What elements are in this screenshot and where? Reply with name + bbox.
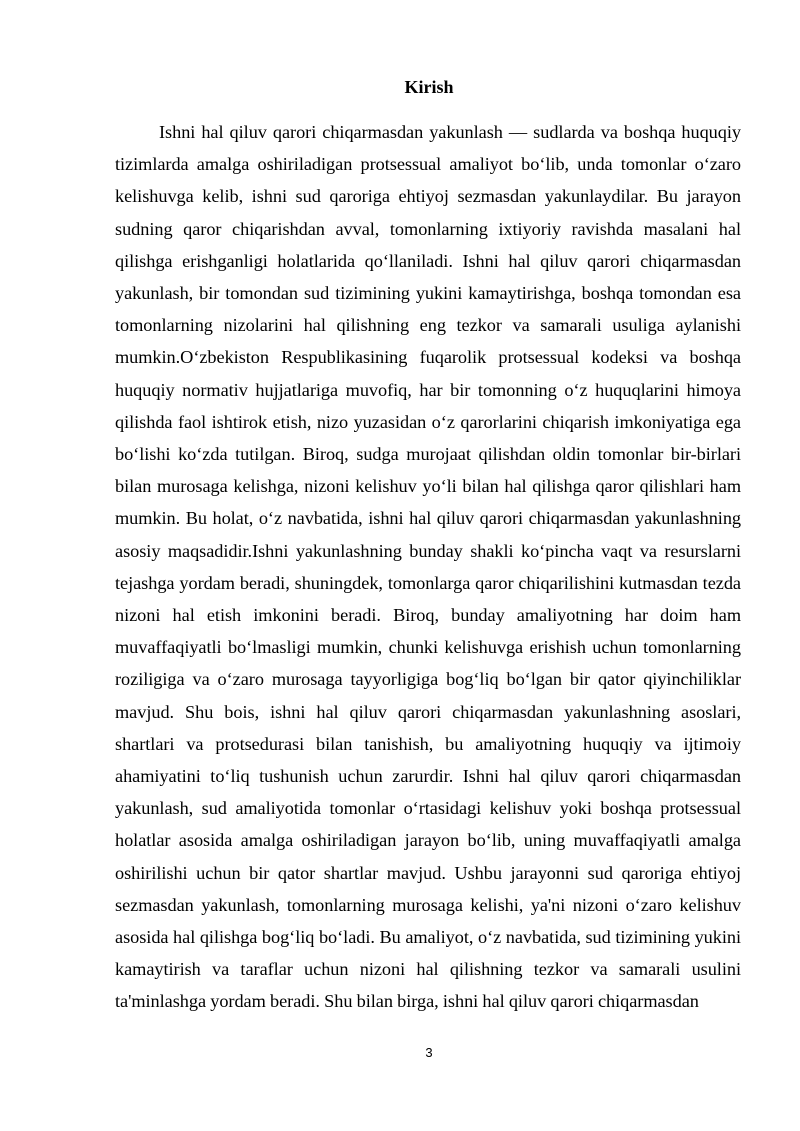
- page-title: Kirish: [404, 77, 454, 97]
- page-number: 3: [425, 1045, 433, 1060]
- body-paragraph: Ishni hal qiluv qarori chiqarmasdan yakunlash — sudlarda va boshqa huquqiy tizimlarda amalga oshiriladigan protsessual amaliyot bo‘lib, unda tomonlar o‘zaro kelishuvga kelib, ishni sud qaroriga ehtiyoj sezmasdan yakunlaydilar. Bu jarayon sudning qaror chiqarishdan avval, tomonlarning ixtiyoriy ravishda masalani hal qilishga erishganligi holatlarida qo‘llaniladi. Ishni hal qiluv qarori chiqarmasdan yakunlash, bir tomondan sud tizimining yukini kamaytirishga, boshqa tomondan esa tomonlarning nizolarini hal qilishning eng tezkor va samarali usuliga aylanishi mumkin.O‘zbekiston Respublikasining fuqarolik protsessual kodeksi va boshqa huquqiy normativ hujjatlariga muvofiq, har bir tomonning o‘z huquqlarini himoya qilishda faol ishtirok etish, nizo yuzasidan o‘z qarorlarini chiqarish imkoniyatiga ega bo‘lishi ko‘zda tutilgan. Biroq, sudga murojaat qilishdan oldin tomonlar bir-birlari bilan murosaga kelishga, nizoni kelishuv yo‘li bilan hal qilishga qaror qilishlari ham mumkin. Bu holat, o‘z navbatida, ishni hal qiluv qarori chiqarmasdan yakunlashning asosiy maqsadidir.Ishni yakunlashning bunday shakli ko‘pincha vaqt va resurslarni tejashga yordam beradi, shuningdek, tomonlarga qaror chiqarilishini kutmasdan tezda nizoni hal etish imkonini beradi. Biroq, bunday amaliyotning har doim ham muvaffaqiyatli bo‘lmasligi mumkin, chunki kelishuvga erishish uchun tomonlarning roziligiga va o‘zaro murosaga tayyorligiga bog‘liq bo‘lgan bir qator qiyinchiliklar mavjud. Shu bois, ishni hal qiluv qarori chiqarmasdan yakunlashning asoslari, shartlari va protsedurasi bilan tanishish, bu amaliyotning huquqiy va ijtimoiy ahamiyatini to‘liq tushunish uchun zarurdir. Ishni hal qiluv qarori chiqarmasdan yakunlash, sud amaliyotida tomonlar o‘rtasidagi kelishuv yoki boshqa protsessual holatlar asosida amalga oshiriladigan jarayon bo‘lib, uning muvaffaqiyatli amalga oshirilishi uchun bir qator shartlar mavjud. Ushbu jarayonni sud qaroriga ehtiyoj sezmasdan yakunlash, tomonlarning murosaga kelishi, ya'ni nizoni o‘zaro kelishuv asosida hal qilishga bog‘liq bo‘ladi. Bu amaliyot, o‘z navbatida, sud tizimining yukini kamaytirish va taraflar uchun nizoni hal qilishning tezkor va samarali usulini ta'minlashga yordam beradi. Shu bilan birga, ishni hal qiluv qarori chiqarmasdan: [115, 122, 741, 1012]
